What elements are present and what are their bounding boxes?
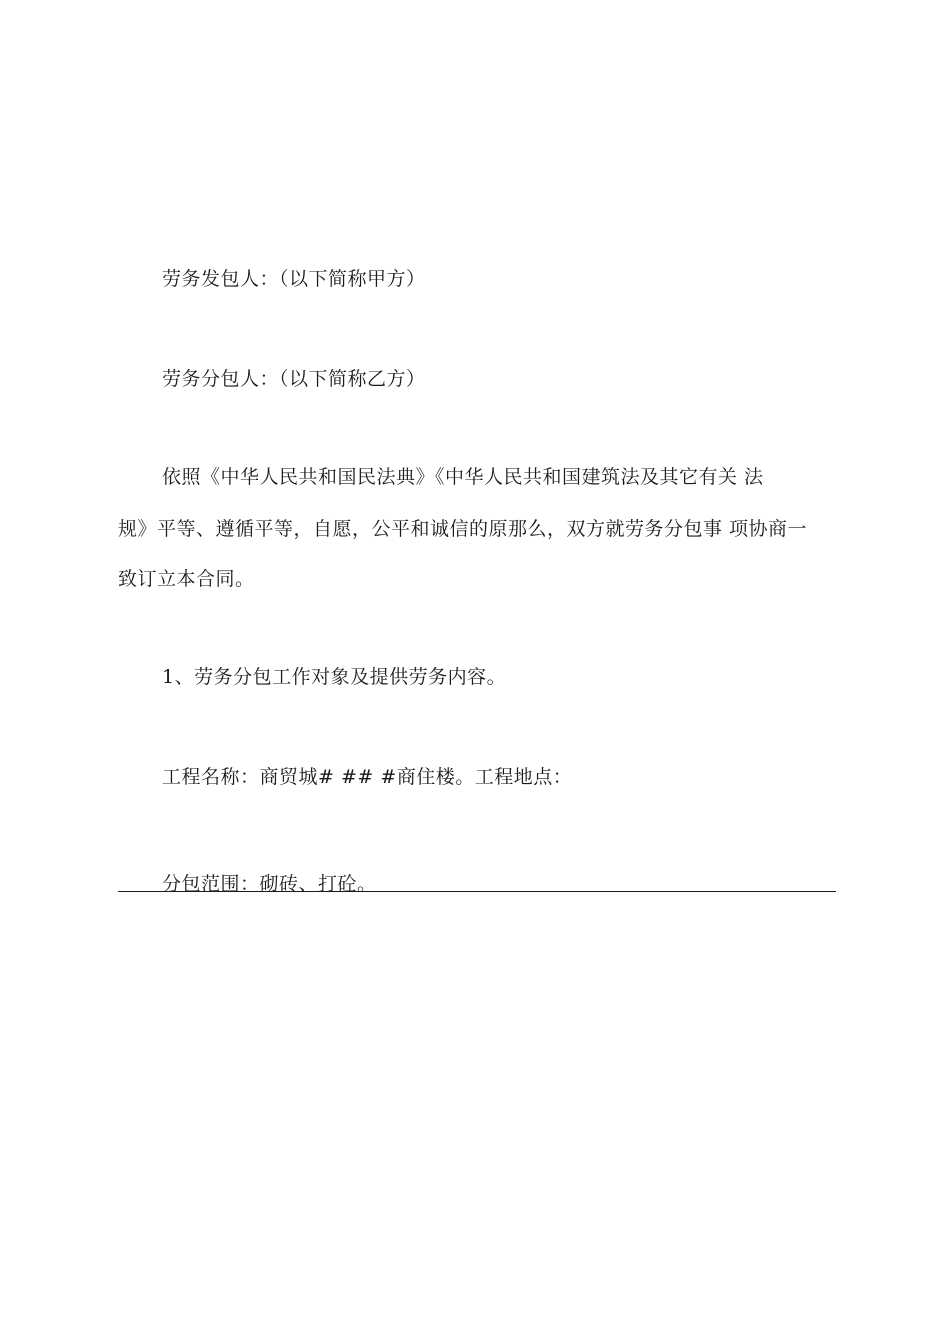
preamble-line-3: 致订立本合同。 bbox=[118, 568, 255, 590]
scope-line: 分包范围：砌砖、打砼。 bbox=[162, 873, 377, 895]
party-a-line: 劳务发包人：（以下简称甲方） bbox=[162, 268, 426, 290]
underline-rule bbox=[118, 891, 836, 892]
project-name-line: 工程名称：商贸城# ## #商住楼。工程地点： bbox=[162, 766, 573, 788]
preamble-line-2: 规》平等、遵循平等，自愿，公平和诚信的原那么，双方就劳务分包事 项协商一 bbox=[118, 518, 808, 540]
party-b-line: 劳务分包人：（以下简称乙方） bbox=[162, 368, 426, 390]
preamble-line-1: 依照《中华人民共和国民法典》《中华人民共和国建筑法及其它有关 法 bbox=[162, 466, 764, 488]
section-1-heading: 1、劳务分包工作对象及提供劳务内容。 bbox=[162, 666, 507, 688]
